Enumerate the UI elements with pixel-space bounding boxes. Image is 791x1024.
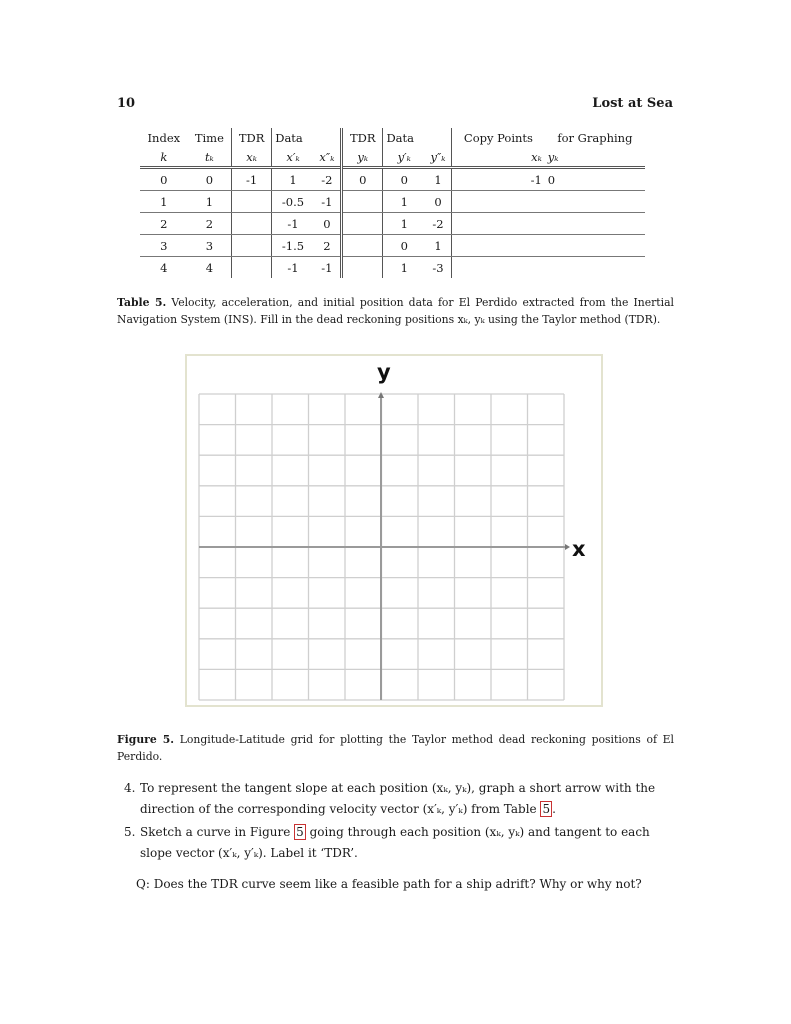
symbol-x-double-prime: x″ₖ bbox=[314, 147, 342, 168]
header-data-x: Data bbox=[272, 128, 314, 147]
question-text: Q: Does the TDR curve seem like a feasible path for a ship adrift? Why or why not? bbox=[136, 877, 642, 891]
symbol-copy-x: xₖ bbox=[452, 147, 545, 168]
table-caption-text: Velocity, acceleration, and initial position data for El Perdido extracted from the Inertial Navigation System (INS). Fill in the dead reckoning positions xₖ, yₖ using the Taylor method (TDR). bbox=[117, 296, 674, 326]
y-axis-arrow bbox=[378, 392, 384, 398]
header-index: Index bbox=[147, 130, 181, 145]
table-row: 3 3 -1.5 2 0 1 bbox=[140, 235, 645, 257]
x-axis-label: x bbox=[572, 537, 586, 561]
list-item: 4. To represent the tangent slope at each position (xₖ, yₖ), graph a short arrow with the direction of the corresponding velocity vector (x′ₖ, y′ₖ) from Table 5 . bbox=[117, 778, 674, 820]
symbol-y-prime: y′ₖ bbox=[383, 147, 425, 168]
exercise-number: 5. bbox=[124, 825, 136, 839]
table-caption bbox=[117, 294, 674, 328]
data-table bbox=[140, 128, 645, 278]
symbol-y: yₖ bbox=[357, 149, 369, 164]
symbol-x-prime: x′ₖ bbox=[272, 147, 314, 168]
symbol-t: tₖ bbox=[204, 149, 214, 164]
figure-reference-link[interactable]: 5 bbox=[296, 825, 304, 839]
table-caption-label: Table 5. bbox=[117, 296, 167, 309]
exercise-number: 4. bbox=[124, 781, 136, 795]
table-row: 4 4 -1 -1 1 -3 bbox=[140, 257, 645, 279]
header-time: Time bbox=[194, 130, 224, 145]
figure-caption-text: Longitude-Latitude grid for plotting the Taylor method dead reckoning positions of El Perdido. bbox=[117, 733, 674, 763]
header-copy-points: Copy Points bbox=[452, 128, 545, 147]
page-number: 10 bbox=[117, 96, 136, 111]
header-data-y: Data bbox=[383, 128, 425, 147]
header-tdr-y: TDR bbox=[349, 130, 376, 145]
running-title: Lost at Sea bbox=[592, 96, 673, 111]
exercise-list bbox=[117, 778, 674, 866]
table-row: 0 0 -1 1 -2 0 0 1 -1 0 bbox=[140, 168, 645, 191]
table-reference-link[interactable]: 5 bbox=[542, 802, 551, 816]
table-row: 2 2 -1 0 1 -2 bbox=[140, 213, 645, 235]
coordinate-grid[interactable] bbox=[187, 356, 601, 705]
figure-caption bbox=[117, 731, 674, 765]
coordinate-grid-figure bbox=[185, 354, 603, 707]
symbol-y-double-prime: y″ₖ bbox=[430, 149, 446, 164]
x-axis-arrow bbox=[565, 544, 570, 550]
table-row: 1 1 -0.5 -1 1 0 bbox=[140, 191, 645, 213]
header-for-graphing: for Graphing bbox=[557, 130, 633, 145]
figure-caption-label: Figure 5. bbox=[117, 733, 175, 746]
list-item: 5. Sketch a curve in Figure 5 going through each position (xₖ, yₖ) and tangent to each slope vector (x′ₖ, y′ₖ). Label it ‘TDR’. bbox=[117, 822, 674, 864]
symbol-x: xₖ bbox=[232, 147, 272, 168]
header-tdr-x: TDR bbox=[232, 128, 272, 147]
symbol-k: k bbox=[160, 149, 168, 164]
symbol-copy-y: yₖ bbox=[547, 149, 559, 164]
y-axis-label: y bbox=[377, 360, 391, 384]
